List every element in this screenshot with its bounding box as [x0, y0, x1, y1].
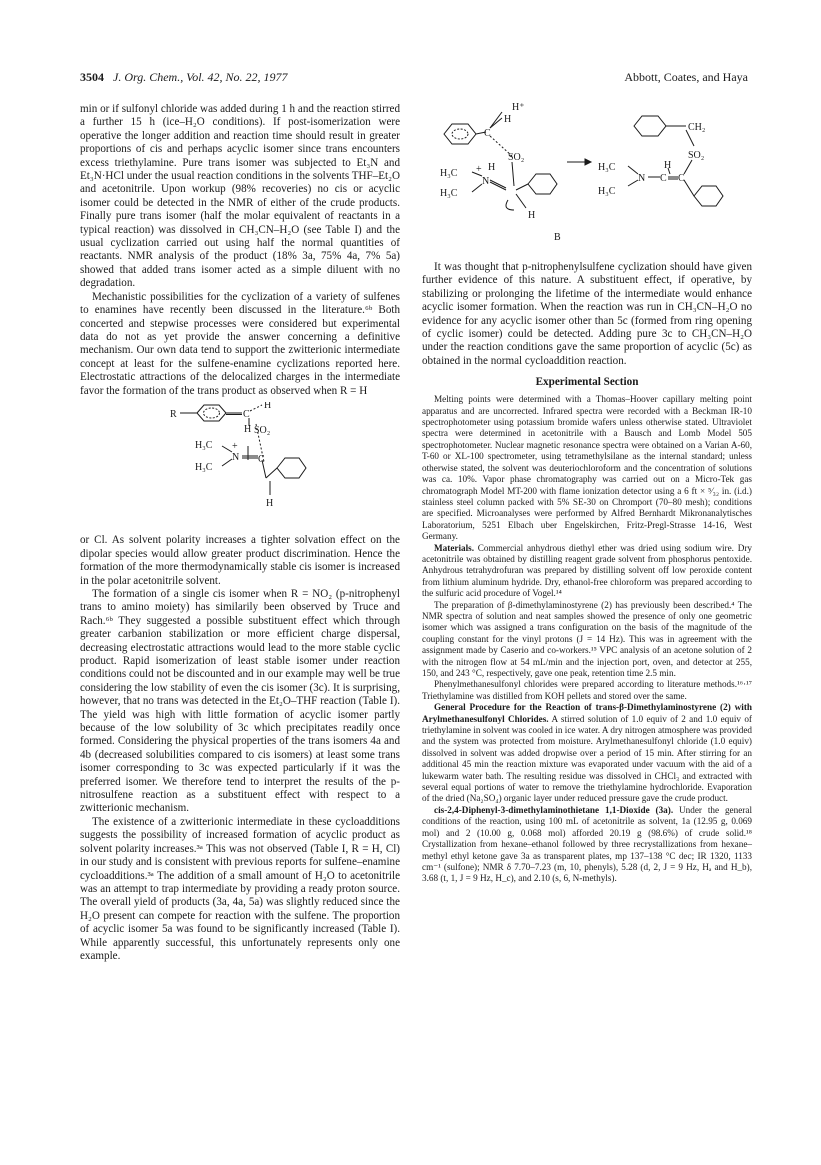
paragraph: Phenylmethanesulfonyl chlorides were prepared according to literature methods.¹⁶·¹⁷ Triethylamine was distilled from KOH pellets and stored over the same.	[422, 679, 752, 701]
run-in-heading: cis-2,4-Diphenyl-3-dimethylaminothietane 1,1-Dioxide (3a).	[434, 804, 674, 815]
methyl-label: H₃C	[598, 186, 616, 197]
zwitterion-structure-diagram	[80, 402, 400, 524]
run-in-heading: General Procedure for the Reaction of trans-β-Dimethylaminostyrene (2) with Arylmethanesulfonyl Chlorides.	[422, 702, 752, 724]
hydrogen-label: H	[244, 423, 252, 435]
sulfonyl-label: SO₂	[688, 150, 705, 161]
scheme-b-label: B	[554, 232, 561, 243]
charge-label: +	[232, 440, 238, 452]
paragraph: min or if sulfonyl chloride was added during 1 h and the reaction stirred a further 15 h (ice–H₂O conditions). If post-isomerization were operative the longer addition and reaction time should result in greater proportions of cis and perhaps acyclic isomer since trans encounters excess triethylamine. Pure trans isomer was subjected to Et₃N and Et₃N·HCl under the usual reaction conditions in the solvents THF–Et₂O and acetonitrile. Upon workup (98% recoveries) no cis or acyclic isomer could be detected in the NMR of either of the crude products. Finally pure trans isomer (half the molar equivalent of reactants in a typical reaction) was dissolved in CH₃CN–H₂O (see Table I) and the usual cyclization carried out using half the normal quantities of reactants. NMR analysis of the product (18% 3a, 75% 4a, 7% 5a) showed that added trans isomer acted as a simple diluent with no degradation.	[80, 103, 400, 290]
proton-label: H⁺	[512, 102, 525, 113]
paragraph	[422, 543, 752, 600]
carbon-label: C	[243, 408, 250, 420]
paragraph-text: Commercial anhydrous diethyl ether was dried using sodium wire. Dry acetonitrile was obtained by distilling reagent grade solvent from phosphorus pentoxide. Anhydrous tetrahydrofuran was prepared by distilling solvent off low peroxide content from lithium aluminum hydride. Dry, ethanol-free chloroform was prepared according to the sulfuric acid procedure of Vogel.¹⁴	[422, 542, 752, 599]
author-running-head: Abbott, Coates, and Haya	[624, 70, 748, 84]
nitrogen-label: N	[232, 451, 240, 463]
structure-scheme-b	[422, 100, 752, 255]
hydrogen-label: H	[266, 497, 274, 509]
paragraph: The existence of a zwitterionic intermediate in these cycloadditions suggests the possibility of increased formation of acyclic product as solvent polarity increases.³ᵃ This was not observed (Table I, R = H, Cl) in our study and is consistent with previous reports for sulfene–enamine cycloadditions.³ᵃ The addition of a small amount of H₂O to acetonitrile was an attempt to trap intermediate by providing a ready proton source. The overall yield of products (3a, 4a, 5a) was slightly reduced since the H₂O present can compete for reaction with the sulfene. The proportion of acyclic isomer 5a was found to be significantly increased (Table I). While apparently successful, this unfortunately represents only one example.	[80, 815, 400, 962]
nitrogen-label: N	[482, 176, 490, 187]
hydrogen-label: H	[504, 114, 512, 125]
paragraph: It was thought that p-nitrophenylsulfene cyclization should have given further evidence of this nature. A substituent effect, if operative, by stabilizing or prolonging the lifetime of the intermediate would enhance acyclic isomer formation. When the reaction was run in CH₃CN–H₂O no evidence for any acyclic isomer other than 5c (formed from ring opening of cyclic isomer) could be detected. Adding pure 3c to CH₃CN–H₂O under the reaction conditions gave the same proportion of acyclic (5c) as obtained in the normal cycloaddition reaction.	[422, 261, 752, 367]
r-substituent-label: R	[170, 408, 177, 420]
carbon-label: C	[660, 173, 667, 184]
methyl-label: H₃C	[598, 162, 616, 173]
run-in-heading: Materials.	[434, 542, 475, 553]
hydrogen-label: H	[264, 401, 272, 411]
carbon-label: C	[258, 453, 265, 465]
section-heading: Experimental Section	[535, 376, 639, 389]
paragraph	[422, 702, 752, 805]
methyl-label: H₃C	[440, 188, 458, 199]
sulfonyl-label: SO₂	[508, 152, 525, 163]
paragraph: Melting points were determined with a Thomas–Hoover capillary melting point apparatus and are uncorrected. Infrared spectra were recorded with a Beckman IR-10 spectrophotometer using potassium bromide wafers unless otherwise stated. Ultraviolet spectra were determined in acetonitrile with a Bausch and Lomb Model 505 spectrophotometer. Nuclear magnetic resonance spectra were obtained on a Varian A-60, T-60 or XL-100 spectrometer, using tetramethylsilane as the internal standard; unless otherwise stated, the solvent was deuteriochloroform and the concentration of solutions was ca. 10%. Vapor phase chromatography was carried out on a Micro-Tek gas chromatograph Model MT-200 with flame ionization detector using a 6 ft × ⁵⁄₃₂ in. (i.d.) stainless steel column packed with 5% SE-30 on Chromport (70–80 mesh); conditions are specified. Microanalyses were performed by Alfred Bernhardt Mikronanalytisches Laboratorium, 5251 Elbach uber Engelskirchen, Fritz-Pregl-Strasse 14-16, West Germany.	[422, 394, 752, 542]
page-number: 3504	[80, 70, 104, 84]
left-column	[80, 103, 400, 963]
hydrogen-label: H	[528, 210, 536, 221]
carbon-label: C	[678, 173, 685, 184]
experimental-section	[422, 394, 752, 884]
methyl-label: H₃C	[440, 168, 458, 179]
journal-citation: J. Org. Chem., Vol. 42, No. 22, 1977	[113, 70, 288, 84]
hydrogen-label: H	[664, 160, 672, 171]
methylene-label: CH₂	[688, 122, 706, 133]
right-column	[422, 96, 752, 885]
structure-scheme-a	[80, 402, 400, 528]
page-header	[80, 70, 748, 88]
paragraph	[422, 805, 752, 885]
methyl-label: H₃C	[195, 439, 213, 451]
paragraph-text: Under the general conditions of the reaction, using 100 mL of acetonitrile as solvent, 1a (12.95 g, 0.069 mol) and 2 (10.00 g, 0.068 mol) afforded 20.19 g (98.6%) of crude solid.¹⁸ Crystallization from hexane–ethanol followed by three recrystallizations from hexane–methyl ethyl ketone gave 3a as transparent plates, mp 137–138 °C dec; IR 1320, 1133 cm⁻¹ (sulfone); NMR δ 7.70–7.23 (m, 10, phenyls), 5.28 (d, 2, J = 9 Hz, Hₐ and H_b), 3.68 (t, 1, J = 9 Hz, H_c), and 2.10 (s, 6, N-methyls).	[422, 804, 752, 884]
ring-opening-scheme-diagram	[422, 100, 752, 250]
paragraph: Mechanistic possibilities for the cyclization of a variety of sulfenes to enamines have recently been discussed in the literature.⁶ᵇ Both concerted and stepwise processes were considered but experimental data do not as yet provide the answer concerning a definitive mechanism. Our own data tend to support the zwitterionic intermediate concept at least for the sulfene-enamine cyclizations reported here. Electrostatic attractions of the delocalized charges in the intermediate favor the formation of the trans product as observed when R = H	[80, 290, 400, 397]
nitrogen-label: N	[638, 173, 646, 184]
paragraph-text: A stirred solution of 1.0 equiv of 2 and 1.0 equiv of triethylamine in solvent was cooled in ice water. A dry nitrogen atmosphere was provided and the system was protected from moisture. Arylmethanesulfonyl chloride (1.0 equiv) dissolved in solvent was added dropwise over a period of 15 min. After stirring for an additional 45 min the reaction mixture was evaporated under vacuum with the aid of a lukewarm water bath. The resulting residue was dissolved in CHCl₃ and extracted with several equal portions of water to remove the triethylamine hydrochloride. Evaporation of the dried (Na₂SO₄) organic layer under reduced pressure gave the crude product.	[422, 713, 752, 804]
header-left	[80, 70, 288, 85]
sulfonyl-label: SO₂	[254, 424, 271, 436]
hydrogen-label: H	[488, 162, 496, 173]
charge-label: +	[476, 164, 482, 175]
carbon-label: C	[484, 128, 491, 139]
paragraph: The preparation of β-dimethylaminostyrene (2) has previously been described.⁴ The NMR spectra of solution and neat samples showed the presence of only one geometric isomer which was assigned a trans configuration on the basis of the magnitude of the coupling constant for the vinyl protons (J = 14 Hz). This was in agreement with the assignment made by Caserio and co-workers.¹⁵ VPC analysis of an acetone solution of 2 with the nitrogen flow at 54 mL/min and the injection port, oven, and detector at 255, 150, and 243 °C, respectively, gave one peak, retention time 2.5 min.	[422, 599, 752, 678]
paragraph: or Cl. As solvent polarity increases a tighter solvation effect on the dipolar species would allow greater product discrimination. Hence the formation of the more thermodynamically stable cis isomer is increased in the polar acetonitrile solvent.	[80, 534, 400, 587]
paragraph: The formation of a single cis isomer when R = NO₂ (p-nitrophenyl trans to amino moiety) has similarily been observed by Truce and Rach.⁶ᵇ They suggested a possible substituent effect which through greater carbanion stabilization or more efficient charge dispersal, decreasing electrostatic attractions would lead to the more stable cyclic product. Rapid isomerization of least stable isomer under reaction conditions could not be discounted and in our example may well be true considering the low stability of even the cis isomer (3c). It is surprising, however, that no trans was detected in the Et₂O–THF reaction (Table I). The yield was high with little formation of acyclic isomer partly because of the low solubility of 3c which precipitates readily once formed. Considering the physical properties of the trans isomers 4a and 4b (decreased solubilities compared to cis isomers) at least some trans isomer corresponding to 3c was expected particularly if it was the preferred isomer. We therefore tend to interpret the results of the p-nitrosulfene reaction as a substituent effect with respect to a zwitterionic mechanism.	[80, 587, 400, 815]
methyl-label: H₃C	[195, 461, 213, 473]
